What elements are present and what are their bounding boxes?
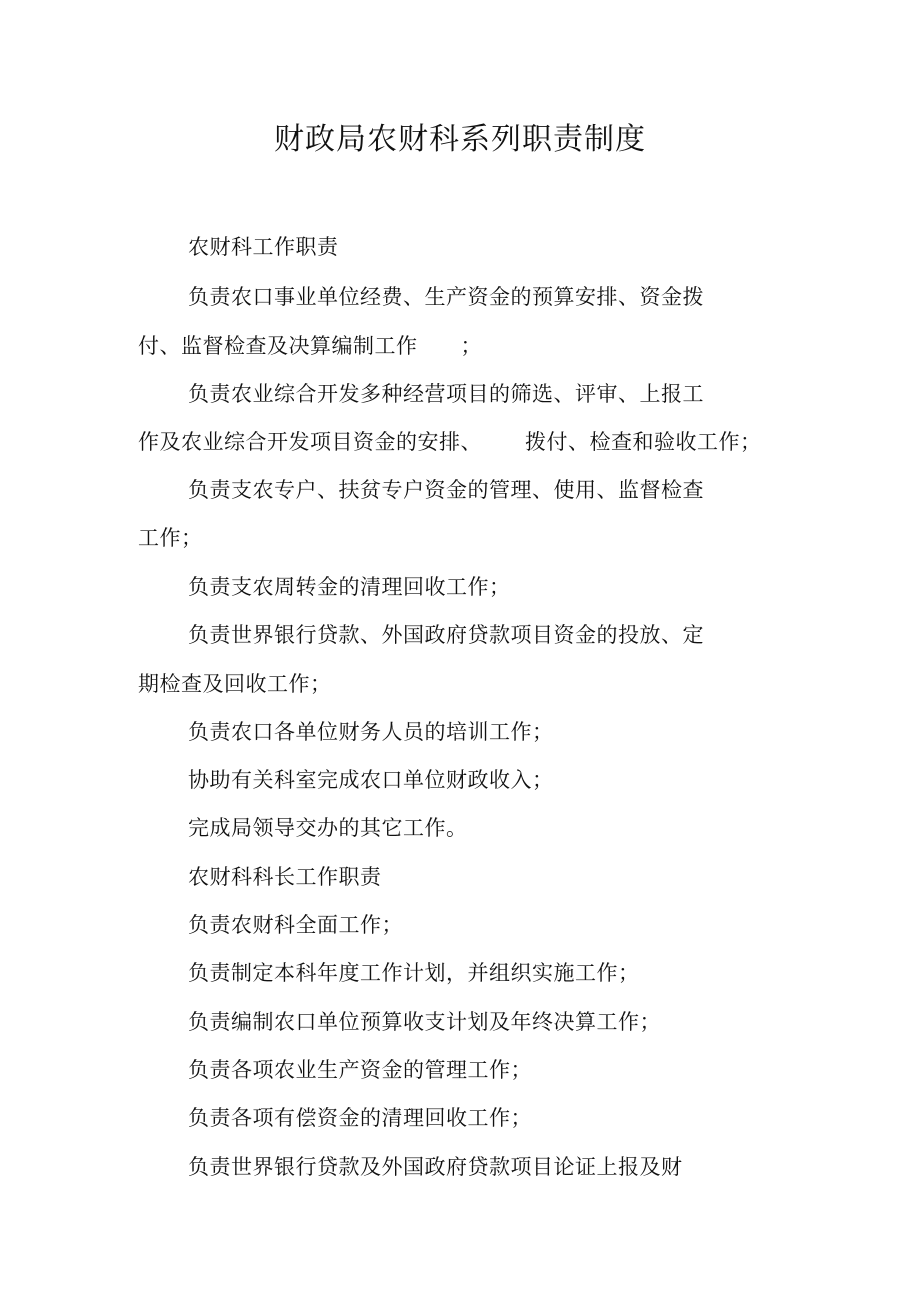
paragraph-line: 负责世界银行贷款及外国政府贷款项目论证上报及财 [188, 1155, 683, 1179]
paragraph-line: 负责支农专户、扶贫专户资金的管理、使用、监督检查 [188, 478, 704, 502]
paragraph-line: 工作； [138, 526, 203, 550]
section-heading: 农财科工作职责 [188, 235, 339, 259]
paragraph-line: 作及农业综合开发项目资金的安排、 拨付、检查和验收工作； [138, 430, 762, 454]
paragraph-line: 协助有关科室完成农口单位财政收入； [188, 768, 554, 792]
paragraph-line: 负责世界银行贷款、外国政府贷款项目资金的投放、定 [188, 623, 704, 647]
paragraph-line: 负责各项有偿资金的清理回收工作； [188, 1106, 532, 1130]
section-heading: 农财科科长工作职责 [188, 865, 382, 889]
paragraph-line: 负责农口各单位财务人员的培训工作； [188, 720, 554, 744]
paragraph-line: 负责农口事业单位经费、生产资金的预算安排、资金拨 [188, 285, 704, 309]
paragraph-line: 付、监督检查及决算编制工作 ； [138, 334, 483, 358]
document-title: 财政局农财科系列职责制度 [274, 122, 646, 157]
paragraph-line: 期检查及回收工作； [138, 672, 332, 696]
paragraph-line: 完成局领导交办的其它工作。 [188, 816, 468, 840]
paragraph-line: 负责农业综合开发多种经营项目的筛选、评审、上报工 [188, 382, 704, 406]
paragraph-line: 负责农财科全面工作； [188, 913, 403, 937]
paragraph-line: 负责各项农业生产资金的管理工作； [188, 1058, 532, 1082]
paragraph-line: 负责制定本科年度工作计划，并组织实施工作； [188, 961, 640, 985]
paragraph-line: 负责编制农口单位预算收支计划及年终决算工作； [188, 1010, 661, 1034]
paragraph-line: 负责支农周转金的清理回收工作； [188, 575, 511, 599]
